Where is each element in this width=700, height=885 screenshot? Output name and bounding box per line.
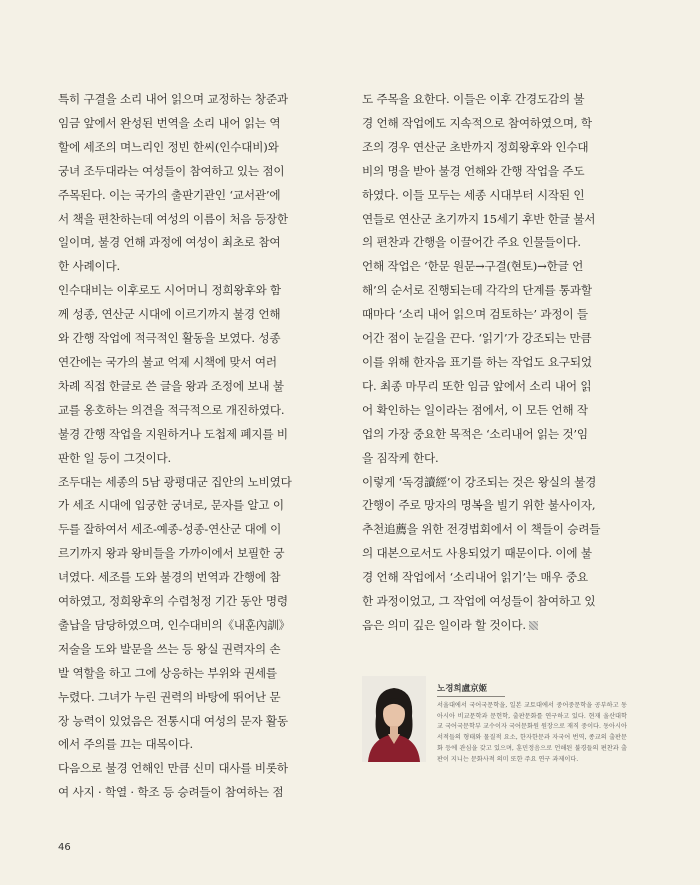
author-photo <box>362 676 426 762</box>
paragraph: 특히 구결을 소리 내어 읽으며 교정하는 창준과 임금 앞에서 완성된 번역을 소리 내어 읽는 역 할에 세조의 며느리인 정빈 한씨(인수대비)와 궁녀 조두대라는 여성들이 참여하고 있는 점이 주목된다. 이는 국가의 출판기관인 ‘교서관’에 서 책을 편찬하는데 여성의 이름이 처음 등장한 일이며, 불경 언해 과정에 여성이 최초로 참여 한 사례이다. <box>58 92 288 274</box>
left-column <box>58 88 318 805</box>
paragraph: 언해 작업은 ‘한문 원문→구결(현토)→한글 언 해’의 순서로 진행되는데 각각의 단계를 통과할 때마다 ‘소리 내어 읽으며 검토하는’ 과정이 들 어간 점이 눈길을 끈다. ‘읽기’가 강조되는 만큼 이를 위해 한자음 표기를 하는 작업도 요구되었 다. 최종 마무리 또한 임금 앞에서 소리 내어 읽 어 확인하는 일이라는 점에서, 이 모든 언해 작 업의 가장 중요한 목적은 ‘소리내어 읽는 것’임 을 짐작케 한다. <box>362 259 592 465</box>
paragraph: 도 주목을 요한다. 이들은 이후 간경도감의 불 경 언해 작업에도 지속적으로 참여하였으며, 학 조의 경우 연산군 초반까지 정희왕후와 인수대 비의 명을 받아 불경 언해와 간행 작업을 주도 하였다. 이들 모두는 세종 시대부터 시작된 인 연들로 연산군 초기까지 15세기 후반 한글 불서 의 편찬과 간행을 이끌어간 주요 인물들이다. <box>362 92 596 250</box>
paragraph-with-end-mark <box>362 471 622 638</box>
author-description: 서울대에서 국어국문학을, 일본 교토대에서 중어중문학을 공부하고 동아시아 비교문학과 문헌학, 출판문화를 연구하고 있다. 현재 울산대학교 국어국문학부 교수이자 국어문화원 원장으로 재직 중이다. 동아시아 서적들의 형태와 물질적 요소, 한자한문과 자국어 번역, 종교의 출판문화 등에 관심을 갖고 있으며, 훈민정음으로 언해된 불경들의 편찬과 출판이 지니는 문화사적 의미 또한 주요 연구 과제이다. <box>437 702 627 763</box>
author-info <box>437 676 627 765</box>
paragraph: 인수대비는 이후로도 시어머니 정희왕후와 함 께 성종, 연산군 시대에 이르기까지 불경 언해 와 간행 작업에 적극적인 활동을 보였다. 성종 연간에는 국가의 불교 억제 시책에 맞서 여러 차례 직접 한글로 쓴 글을 왕과 조정에 보내 불 교를 옹호하는 의견을 적극적으로 개진하였다. 불경 간행 작업을 지원하거나 도첩제 폐지를 비 판한 일 등이 그것이다. <box>58 283 288 465</box>
paragraph: 다음으로 불경 언해인 만큼 신미 대사를 비롯하 여 사지 · 학열 · 학조 등 승려들이 참여하는 점 <box>58 761 288 800</box>
page-number: 46 <box>58 842 71 853</box>
paragraph-text: 이렇게 ‘독경讀經’이 강조되는 것은 왕실의 불경 간행이 주로 망자의 명복을 빌기 위한 불사이자, 추천追薦을 위한 전경법회에서 이 책들이 승려들 의 대본으로서도 사용되었기 때문이다. 이에 불 경 언해 작업에서 ‘소리내어 읽기’는 매우 중요 한 과정이었고, 그 작업에 여성들이 참여하고 있 음은 의미 깊은 일이라 할 것이다. <box>362 474 601 632</box>
right-column <box>362 88 622 638</box>
author-name: 노경희盧京姬 <box>437 682 505 697</box>
paragraph: 조두대는 세종의 5남 광평대군 집안의 노비였다 가 세조 시대에 입궁한 궁녀로, 문자를 알고 이 두를 잘하여서 세조-예종-성종-연산군 대에 이 르기까지 왕과 왕비들을 가까이에서 보필한 궁 녀였다. 세조를 도와 불경의 번역과 간행에 참 여하였고, 정희왕후의 수렴청정 기간 동안 명령 출납을 담당하였으며, 인수대비의《내훈內訓》 저술을 도와 발문을 쓰는 등 왕실 권력자의 손 발 역할을 하고 그에 상응하는 부위와 권세를 누렸다. 그녀가 누린 권력의 바탕에 뛰어난 문 장 능력이 있었음은 전통시대 여성의 문자 활동 에서 주의를 끄는 대목이다. <box>58 474 292 752</box>
end-of-article-icon <box>529 621 538 630</box>
